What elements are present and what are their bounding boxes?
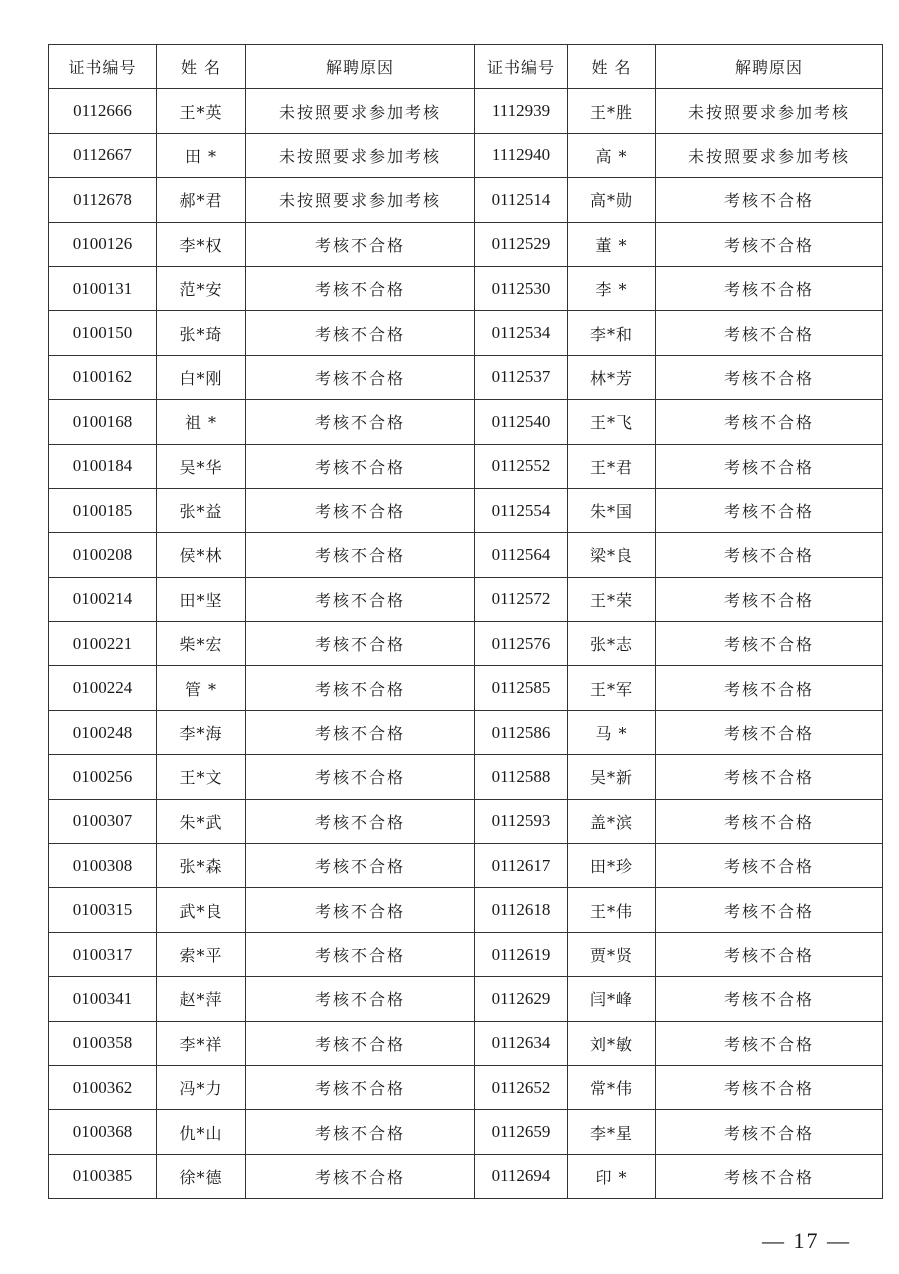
reason-cell: 未按照要求参加考核 (246, 89, 475, 133)
cert-number-cell: 0100214 (49, 577, 157, 621)
cert-number-cell: 0100208 (49, 533, 157, 577)
reason-cell: 考核不合格 (246, 666, 475, 710)
table-header (49, 45, 883, 89)
table-row (49, 400, 883, 444)
reason-cell: 考核不合格 (656, 488, 883, 532)
name-cell: 李 * (568, 266, 656, 310)
cert-number-cell: 0112652 (475, 1065, 568, 1109)
cert-number-cell: 0112617 (475, 844, 568, 888)
reason-cell: 考核不合格 (656, 666, 883, 710)
table-row (49, 133, 883, 177)
cert-number-cell: 0112694 (475, 1154, 568, 1198)
cert-number-cell: 0100256 (49, 755, 157, 799)
name-cell: 王*胜 (568, 89, 656, 133)
reason-cell: 考核不合格 (246, 311, 475, 355)
reason-cell: 考核不合格 (246, 1065, 475, 1109)
name-cell: 朱*武 (157, 799, 246, 843)
name-cell: 索*平 (157, 932, 246, 976)
reason-cell: 考核不合格 (656, 888, 883, 932)
header-name: 姓 名 (568, 45, 656, 89)
cert-number-cell: 0112514 (475, 178, 568, 222)
cert-number-cell: 0100362 (49, 1065, 157, 1109)
reason-cell: 考核不合格 (246, 1110, 475, 1154)
reason-cell: 考核不合格 (246, 932, 475, 976)
reason-cell: 未按照要求参加考核 (656, 133, 883, 177)
table-row (49, 1065, 883, 1109)
cert-number-cell: 0112629 (475, 977, 568, 1021)
name-cell: 柴*宏 (157, 622, 246, 666)
dismissal-roster-table (48, 44, 883, 1199)
cert-number-cell: 1112940 (475, 133, 568, 177)
reason-cell: 考核不合格 (656, 844, 883, 888)
table-row (49, 1154, 883, 1198)
reason-cell: 考核不合格 (656, 1154, 883, 1198)
reason-cell: 考核不合格 (246, 799, 475, 843)
cert-number-cell: 0112554 (475, 488, 568, 532)
reason-cell: 考核不合格 (246, 844, 475, 888)
cert-number-cell: 0112552 (475, 444, 568, 488)
name-cell: 侯*林 (157, 533, 246, 577)
reason-cell: 考核不合格 (656, 355, 883, 399)
table-row (49, 266, 883, 310)
name-cell: 李*海 (157, 710, 246, 754)
cert-number-cell: 0112634 (475, 1021, 568, 1065)
header-cert-number: 证书编号 (475, 45, 568, 89)
name-cell: 王*文 (157, 755, 246, 799)
table-row (49, 178, 883, 222)
cert-number-cell: 0100131 (49, 266, 157, 310)
cert-number-cell: 0100221 (49, 622, 157, 666)
cert-number-cell: 0112529 (475, 222, 568, 266)
reason-cell: 考核不合格 (246, 888, 475, 932)
cert-number-cell: 0112588 (475, 755, 568, 799)
cert-number-cell: 0100126 (49, 222, 157, 266)
cert-number-cell: 0100385 (49, 1154, 157, 1198)
cert-number-cell: 0112666 (49, 89, 157, 133)
cert-number-cell: 0100185 (49, 488, 157, 532)
cert-number-cell: 0100317 (49, 932, 157, 976)
name-cell: 王*飞 (568, 400, 656, 444)
reason-cell: 考核不合格 (246, 755, 475, 799)
table-row (49, 799, 883, 843)
reason-cell: 考核不合格 (246, 488, 475, 532)
reason-cell: 考核不合格 (246, 622, 475, 666)
name-cell: 田*坚 (157, 577, 246, 621)
table-row (49, 488, 883, 532)
cert-number-cell: 0100308 (49, 844, 157, 888)
name-cell: 田 * (157, 133, 246, 177)
cert-number-cell: 0112619 (475, 932, 568, 976)
name-cell: 王*英 (157, 89, 246, 133)
header-reason: 解聘原因 (656, 45, 883, 89)
reason-cell: 考核不合格 (656, 755, 883, 799)
cert-number-cell: 0112530 (475, 266, 568, 310)
header-name: 姓 名 (157, 45, 246, 89)
table-row (49, 355, 883, 399)
reason-cell: 考核不合格 (656, 577, 883, 621)
name-cell: 郝*君 (157, 178, 246, 222)
name-cell: 李*权 (157, 222, 246, 266)
reason-cell: 考核不合格 (656, 400, 883, 444)
cert-number-cell: 0100248 (49, 710, 157, 754)
reason-cell: 考核不合格 (656, 977, 883, 1021)
name-cell: 王*君 (568, 444, 656, 488)
name-cell: 高*勋 (568, 178, 656, 222)
cert-number-cell: 0100358 (49, 1021, 157, 1065)
name-cell: 吴*新 (568, 755, 656, 799)
name-cell: 管 * (157, 666, 246, 710)
name-cell: 李*祥 (157, 1021, 246, 1065)
name-cell: 朱*国 (568, 488, 656, 532)
reason-cell: 考核不合格 (246, 710, 475, 754)
reason-cell: 未按照要求参加考核 (246, 133, 475, 177)
reason-cell: 考核不合格 (656, 444, 883, 488)
reason-cell: 考核不合格 (246, 266, 475, 310)
reason-cell: 考核不合格 (246, 355, 475, 399)
reason-cell: 考核不合格 (656, 533, 883, 577)
table-row (49, 1021, 883, 1065)
table-row (49, 666, 883, 710)
name-cell: 李*星 (568, 1110, 656, 1154)
name-cell: 常*伟 (568, 1065, 656, 1109)
table-row (49, 311, 883, 355)
cert-number-cell: 0112659 (475, 1110, 568, 1154)
name-cell: 闫*峰 (568, 977, 656, 1021)
cert-number-cell: 0112537 (475, 355, 568, 399)
name-cell: 仇*山 (157, 1110, 246, 1154)
cert-number-cell: 0100341 (49, 977, 157, 1021)
name-cell: 王*伟 (568, 888, 656, 932)
table-row (49, 533, 883, 577)
table-row (49, 977, 883, 1021)
reason-cell: 考核不合格 (246, 533, 475, 577)
table-body (49, 89, 883, 1199)
reason-cell: 考核不合格 (656, 311, 883, 355)
reason-cell: 考核不合格 (656, 1021, 883, 1065)
name-cell: 张*益 (157, 488, 246, 532)
reason-cell: 考核不合格 (246, 400, 475, 444)
cert-number-cell: 0112586 (475, 710, 568, 754)
name-cell: 张*森 (157, 844, 246, 888)
table-row (49, 444, 883, 488)
name-cell: 梁*良 (568, 533, 656, 577)
cert-number-cell: 0112534 (475, 311, 568, 355)
name-cell: 李*和 (568, 311, 656, 355)
reason-cell: 考核不合格 (246, 977, 475, 1021)
name-cell: 盖*滨 (568, 799, 656, 843)
name-cell: 张*琦 (157, 311, 246, 355)
reason-cell: 考核不合格 (246, 577, 475, 621)
reason-cell: 考核不合格 (246, 222, 475, 266)
reason-cell: 考核不合格 (656, 1065, 883, 1109)
reason-cell: 考核不合格 (656, 266, 883, 310)
reason-cell: 考核不合格 (656, 178, 883, 222)
cert-number-cell: 0112585 (475, 666, 568, 710)
header-row (49, 45, 883, 89)
cert-number-cell: 0112618 (475, 888, 568, 932)
name-cell: 赵*萍 (157, 977, 246, 1021)
reason-cell: 考核不合格 (656, 932, 883, 976)
name-cell: 范*安 (157, 266, 246, 310)
cert-number-cell: 0112572 (475, 577, 568, 621)
cert-number-cell: 0112564 (475, 533, 568, 577)
header-reason: 解聘原因 (246, 45, 475, 89)
reason-cell: 考核不合格 (656, 799, 883, 843)
reason-cell: 考核不合格 (656, 622, 883, 666)
name-cell: 白*刚 (157, 355, 246, 399)
table-row (49, 577, 883, 621)
name-cell: 武*良 (157, 888, 246, 932)
reason-cell: 考核不合格 (656, 1110, 883, 1154)
cert-number-cell: 0100184 (49, 444, 157, 488)
name-cell: 王*军 (568, 666, 656, 710)
cert-number-cell: 0112678 (49, 178, 157, 222)
table-row (49, 844, 883, 888)
cert-number-cell: 0100368 (49, 1110, 157, 1154)
cert-number-cell: 1112939 (475, 89, 568, 133)
reason-cell: 未按照要求参加考核 (246, 178, 475, 222)
name-cell: 贾*贤 (568, 932, 656, 976)
cert-number-cell: 0100307 (49, 799, 157, 843)
cert-number-cell: 0100224 (49, 666, 157, 710)
name-cell: 印 * (568, 1154, 656, 1198)
name-cell: 刘*敏 (568, 1021, 656, 1065)
reason-cell: 考核不合格 (656, 222, 883, 266)
reason-cell: 考核不合格 (246, 1154, 475, 1198)
page-number: — 17 — (762, 1228, 851, 1253)
name-cell: 田*珍 (568, 844, 656, 888)
name-cell: 祖 * (157, 400, 246, 444)
reason-cell: 考核不合格 (246, 444, 475, 488)
name-cell: 马 * (568, 710, 656, 754)
cert-number-cell: 0112593 (475, 799, 568, 843)
cert-number-cell: 0100162 (49, 355, 157, 399)
table-row (49, 888, 883, 932)
table-row (49, 932, 883, 976)
name-cell: 董 * (568, 222, 656, 266)
name-cell: 张*志 (568, 622, 656, 666)
cert-number-cell: 0112667 (49, 133, 157, 177)
cert-number-cell: 0100315 (49, 888, 157, 932)
name-cell: 林*芳 (568, 355, 656, 399)
reason-cell: 考核不合格 (246, 1021, 475, 1065)
cert-number-cell: 0112540 (475, 400, 568, 444)
name-cell: 高 * (568, 133, 656, 177)
cert-number-cell: 0100150 (49, 311, 157, 355)
name-cell: 徐*德 (157, 1154, 246, 1198)
table-row (49, 622, 883, 666)
table-row (49, 89, 883, 133)
reason-cell: 未按照要求参加考核 (656, 89, 883, 133)
cert-number-cell: 0100168 (49, 400, 157, 444)
reason-cell: 考核不合格 (656, 710, 883, 754)
table-row (49, 1110, 883, 1154)
header-cert-number: 证书编号 (49, 45, 157, 89)
name-cell: 冯*力 (157, 1065, 246, 1109)
table-row (49, 755, 883, 799)
name-cell: 王*荣 (568, 577, 656, 621)
table-row (49, 710, 883, 754)
cert-number-cell: 0112576 (475, 622, 568, 666)
name-cell: 吴*华 (157, 444, 246, 488)
table-row (49, 222, 883, 266)
